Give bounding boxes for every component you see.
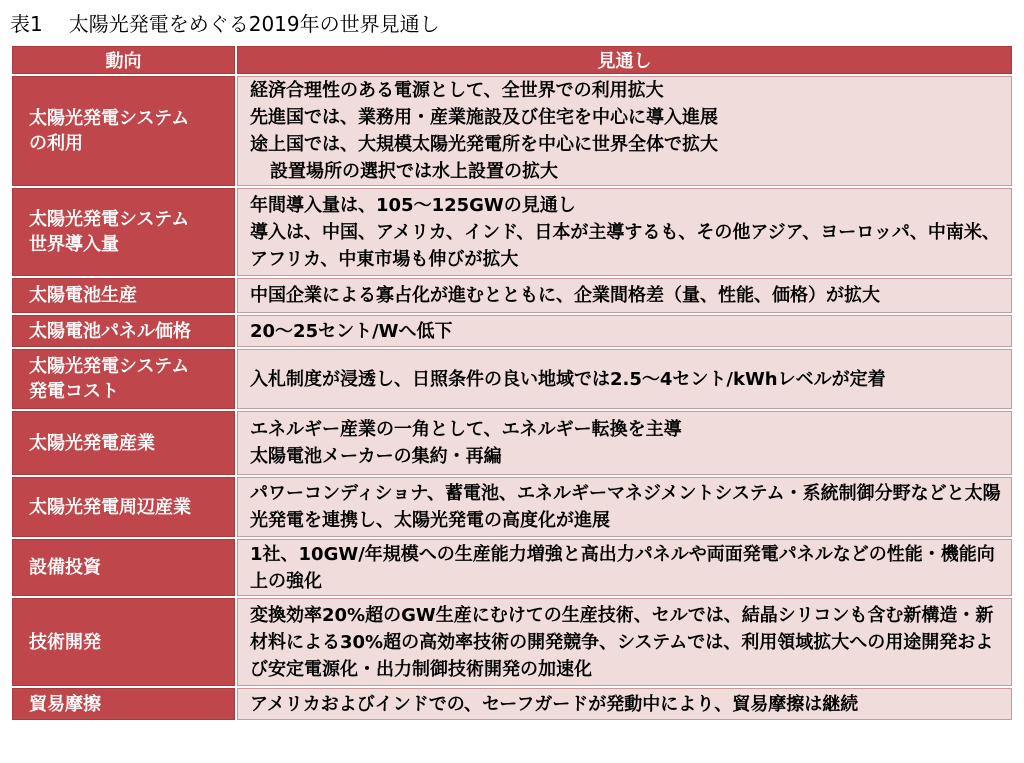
trend-text: の利用 xyxy=(29,133,83,154)
outlook-text: パワーコンディショナ、蓄電池、エネルギーマネジメントシステム・系統制御分野などと太陽光発電を連携し、太陽光発電の高度化が進展 xyxy=(250,483,1001,531)
table-row xyxy=(12,188,1012,276)
trend-text: 太陽光発電システム xyxy=(29,209,190,230)
trend-text: 貿易摩擦 xyxy=(29,693,101,715)
trend-cell xyxy=(12,688,235,720)
outlook-text: 設置場所の選択では水上設置の拡大 xyxy=(270,161,558,182)
outlook-cell xyxy=(237,477,1012,537)
trend-text: 太陽光発電産業 xyxy=(29,432,155,454)
trend-text: 発電コスト xyxy=(29,381,119,402)
trend-text: 技術開発 xyxy=(29,631,101,653)
trend-cell xyxy=(12,188,235,276)
trend-cell xyxy=(12,598,235,686)
table-row xyxy=(12,349,1012,409)
outlook-text: 1社、10GW/年規模への生産能力増強と高出力パネルや両面発電パネルなどの性能・機能向上の強化 xyxy=(250,543,995,592)
outlook-cell xyxy=(237,598,1012,686)
trend-cell xyxy=(12,349,235,409)
table-row xyxy=(12,76,1012,186)
table-row xyxy=(12,688,1012,720)
trend-text: 太陽電池生産 xyxy=(29,285,137,306)
outlook-text: 20～25セント/Wへ低下 xyxy=(250,320,453,342)
outlook-table xyxy=(10,44,1014,722)
outlook-cell xyxy=(237,688,1012,720)
trend-cell xyxy=(12,76,235,186)
trend-text: 設備投資 xyxy=(29,557,101,578)
outlook-cell xyxy=(237,188,1012,276)
outlook-text: エネルギー産業の一角として、エネルギー転換を主導 xyxy=(250,419,682,440)
trend-cell xyxy=(12,477,235,537)
table-row xyxy=(12,477,1012,537)
trend-text: 太陽光発電システム xyxy=(29,356,190,377)
outlook-text: 先進国では、業務用・産業施設及び住宅を中心に導入進展 xyxy=(250,107,718,128)
outlook-cell xyxy=(237,278,1012,313)
table-number: 表1 xyxy=(10,12,43,36)
outlook-text: 途上国では、大規模太陽光発電所を中心に世界全体で拡大 xyxy=(250,134,718,155)
table-header-row xyxy=(12,46,1012,74)
table-row xyxy=(12,598,1012,686)
trend-text: 世界導入量 xyxy=(29,234,119,255)
outlook-cell xyxy=(237,411,1012,475)
outlook-text: アメリカおよびインドでの、セーフガードが発動中により、貿易摩擦は継続 xyxy=(250,693,859,715)
outlook-cell xyxy=(237,76,1012,186)
table-row xyxy=(12,315,1012,347)
outlook-cell xyxy=(237,349,1012,409)
trend-cell xyxy=(12,278,235,313)
trend-cell xyxy=(12,411,235,475)
table-row xyxy=(12,411,1012,475)
outlook-cell xyxy=(237,539,1012,596)
trend-text: 太陽光発電周辺産業 xyxy=(29,496,191,518)
header-outlook: 見通し xyxy=(237,46,1012,74)
outlook-text: 入札制度が浸透し、日照条件の良い地域では2.5～4セント/kWhレベルが定着 xyxy=(250,368,886,390)
trend-text: 太陽光発電システム xyxy=(29,108,190,129)
outlook-text: 太陽電池メーカーの集約・再編 xyxy=(250,446,502,467)
outlook-text: 変換効率20%超のGW生産にむけての生産技術、セルでは、結晶シリコンも含む新構造・新材料による30%超の高効率技術の開発競争、システムでは、利用領域拡大への用途開発および安定電源化・出力制御技術開発の加速化 xyxy=(250,604,994,680)
table-row xyxy=(12,278,1012,313)
outlook-text: 中国企業による寡占化が進むとともに、企業間格差（量、性能、価格）が拡大 xyxy=(250,285,880,306)
trend-cell xyxy=(12,539,235,596)
outlook-text: 年間導入量は、105～125GWの見通し xyxy=(250,194,576,216)
table-caption xyxy=(10,4,440,44)
table-row xyxy=(12,539,1012,596)
outlook-text: 導入は、中国、アメリカ、インド、日本が主導するも、その他アジア、ヨーロッパ、中南米、アフリカ、中東市場も伸びが拡大 xyxy=(250,221,1000,270)
trend-text: 太陽電池パネル価格 xyxy=(29,320,191,342)
header-trend: 動向 xyxy=(12,46,235,74)
table-title: 太陽光発電をめぐる2019年の世界見通し xyxy=(68,12,440,36)
trend-cell xyxy=(12,315,235,347)
outlook-text: 経済合理性のある電源として、全世界での利用拡大 xyxy=(250,80,664,101)
outlook-cell xyxy=(237,315,1012,347)
